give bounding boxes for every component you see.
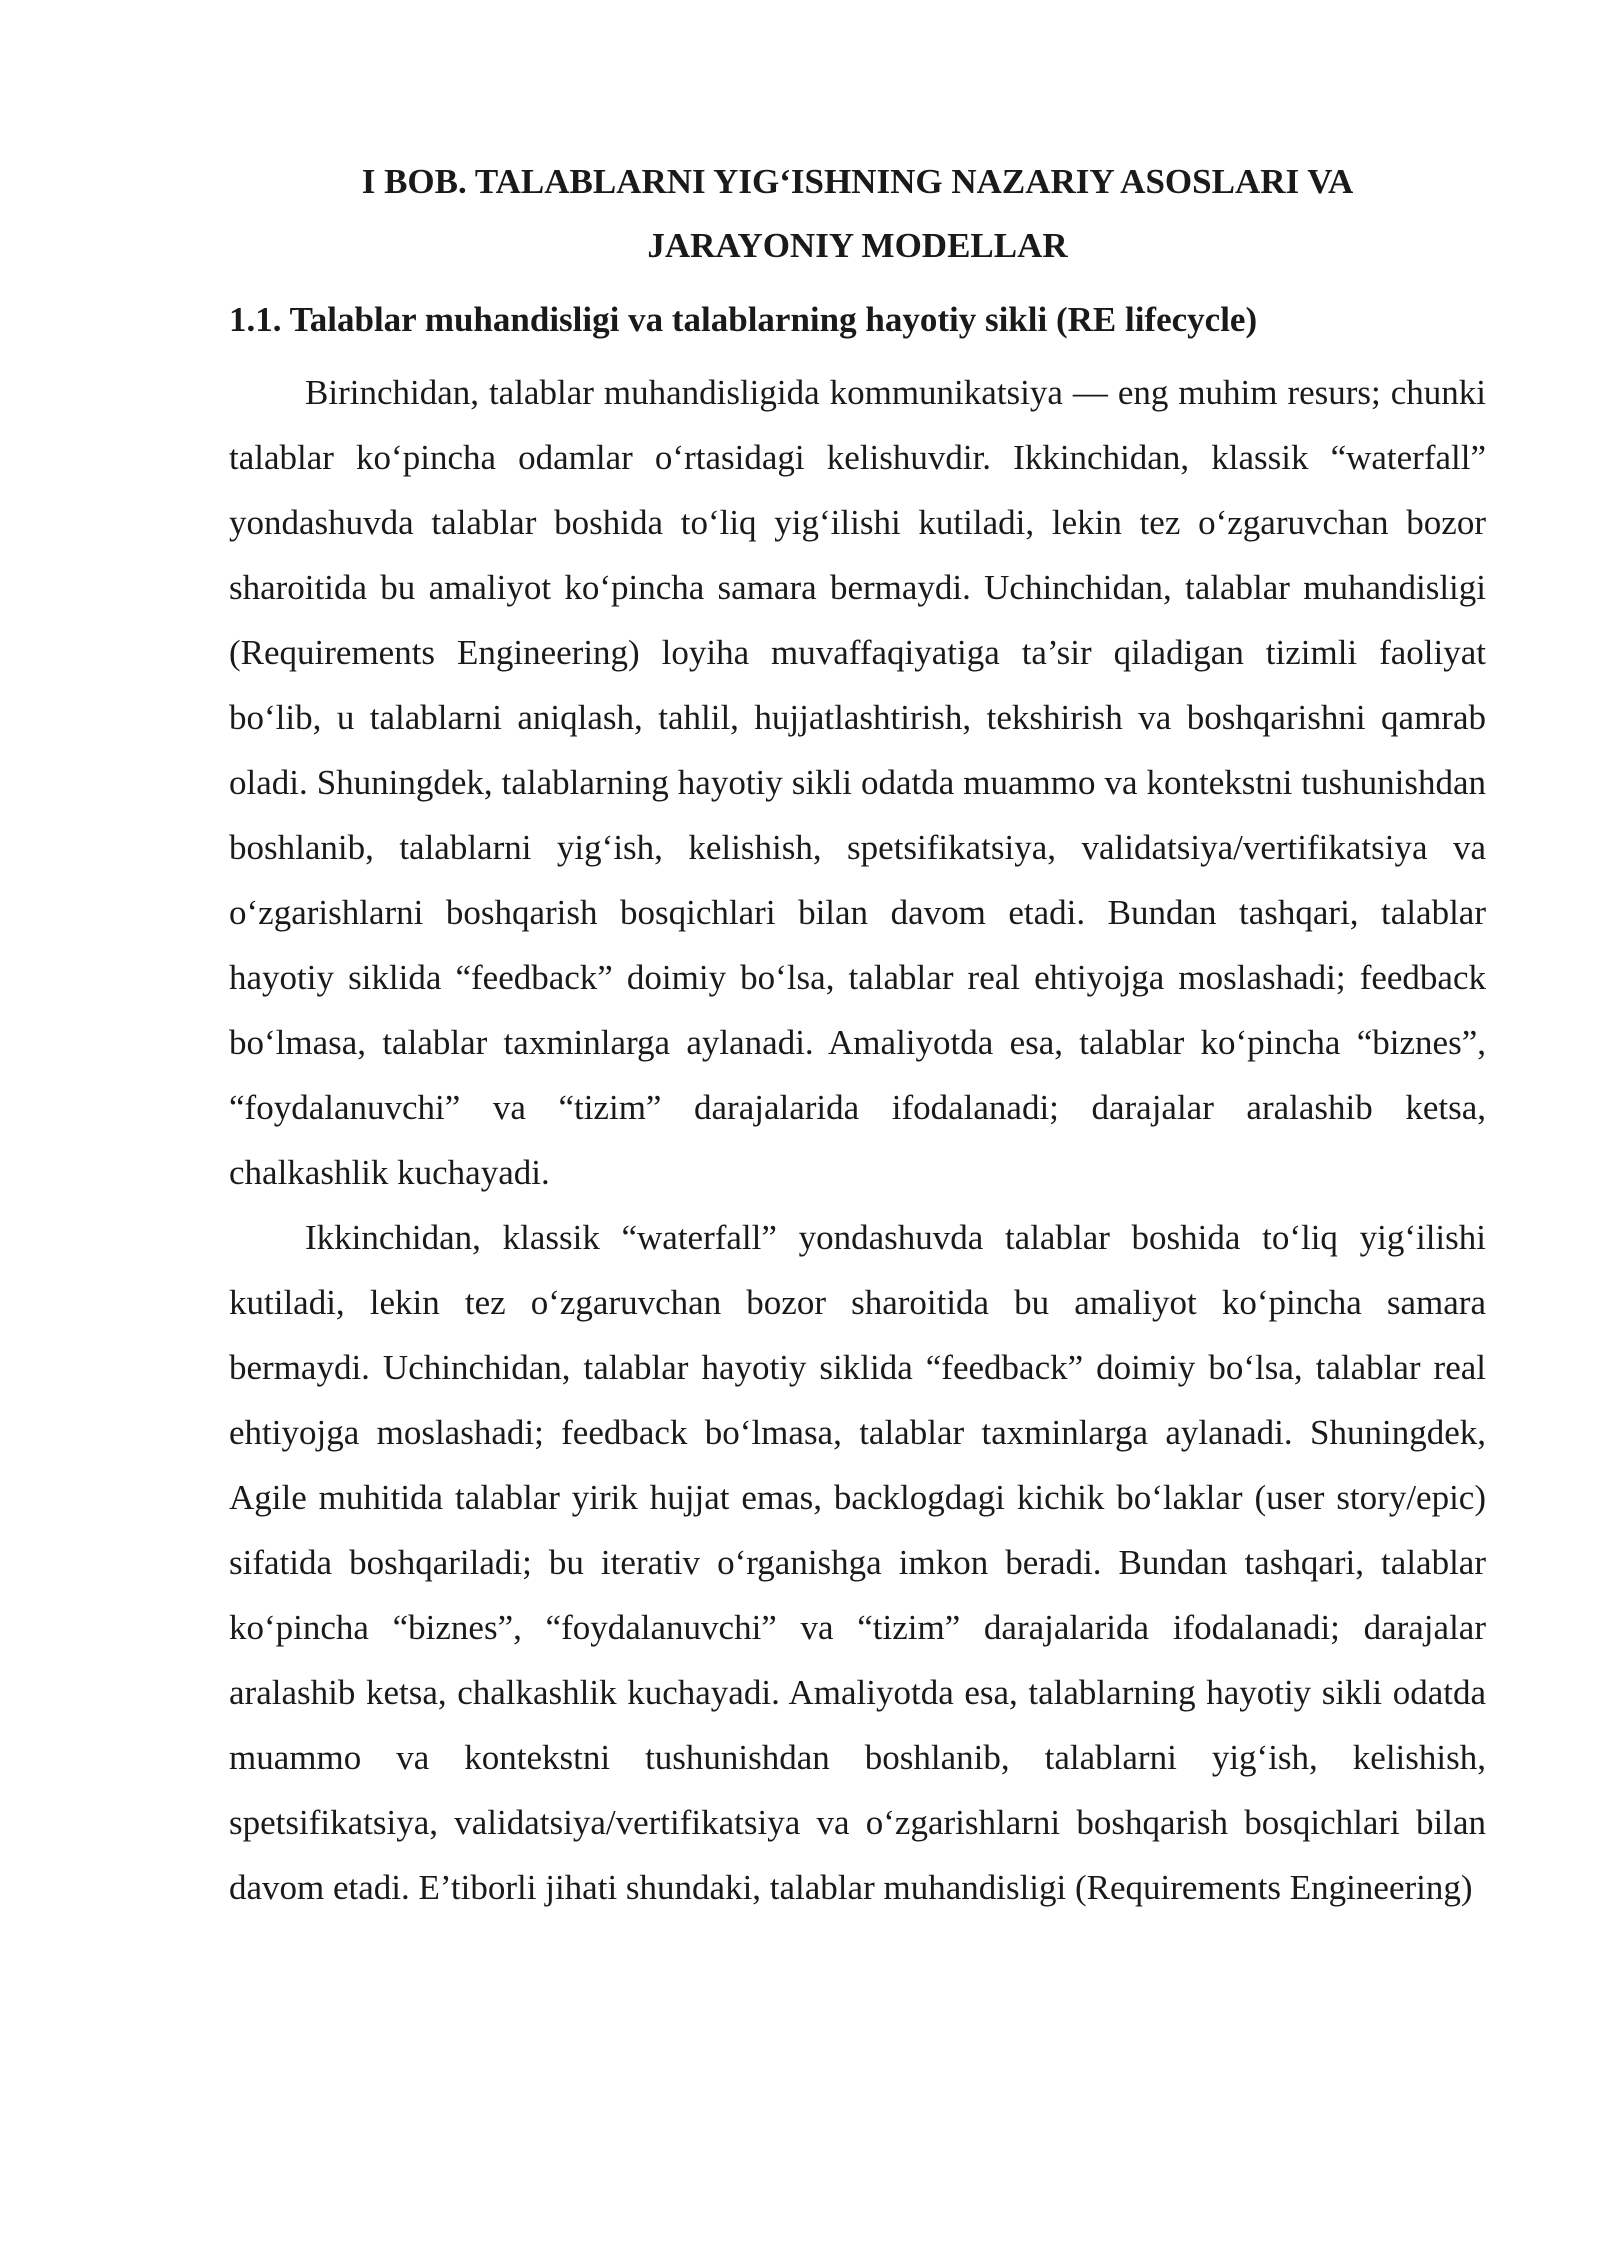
document-page xyxy=(229,150,1486,1920)
chapter-title-line-2: JARAYONIY MODELLAR xyxy=(647,226,1068,265)
chapter-title-line-1: I BOB. TALABLARNI YIG‘ISHNING NAZARIY ASOSLARI VA xyxy=(361,162,1354,201)
chapter-title xyxy=(229,150,1486,278)
body-paragraph-2: Ikkinchidan, klassik “waterfall” yondashuvda talablar boshida to‘liq yig‘ilishi kutiladi, lekin tez o‘zgaruvchan bozor sharoitida bu amaliyot ko‘pincha samara bermaydi. Uchinchidan, talablar hayotiy siklida “feedback” doimiy bo‘lsa, talablar real ehtiyojga moslashadi; feedback bo‘lmasa, talablar taxminlarga aylanadi. Shuningdek, Agile muhitida talablar yirik hujjat emas, backlogdagi kichik bo‘laklar (user story/epic) sifatida boshqariladi; bu iterativ o‘rganishga imkon beradi. Bundan tashqari, talablar ko‘pincha “biznes”, “foydalanuvchi” va “tizim” darajalarida ifodalanadi; darajalar aralashib ketsa, chalkashlik kuchayadi. Amaliyotda esa, talablarning hayotiy sikli odatda muammo va kontekstni tushunishdan boshlanib, talablarni yig‘ish, kelishish, spetsifikatsiya, validatsiya/vertifikatsiya va o‘zgarishlarni boshqarish bosqichlari bilan davom etadi. E’tiborli jihati shundaki, talablar muhandisligi (Requirements Engineering) xyxy=(229,1218,1486,1907)
section-title: 1.1. Talablar muhandisligi va talablarning hayotiy sikli (RE lifecycle) xyxy=(229,300,1258,339)
body-paragraph-1: Birinchidan, talablar muhandisligida kommunikatsiya — eng muhim resurs; chunki talablar ko‘pincha odamlar o‘rtasidagi kelishuvdir. Ikkinchidan, klassik “waterfall” yondashuvda talablar boshida to‘liq yig‘ilishi kutiladi, lekin tez o‘zgaruvchan bozor sharoitida bu amaliyot ko‘pincha samara bermaydi. Uchinchidan, talablar muhandisligi (Requirements Engineering) loyiha muvaffaqiyatiga ta’sir qiladigan tizimli faoliyat bo‘lib, u talablarni aniqlash, tahlil, hujjatlashtirish, tekshirish va boshqarishni qamrab oladi. Shuningdek, talablarning hayotiy sikli odatda muammo va kontekstni tushunishdan boshlanib, talablarni yig‘ish, kelishish, spetsifikatsiya, validatsiya/vertifikatsiya va o‘zgarishlarni boshqarish bosqichlari bilan davom etadi. Bundan tashqari, talablar hayotiy siklida “feedback” doimiy bo‘lsa, talablar real ehtiyojga moslashadi; feedback bo‘lmasa, talablar taxminlarga aylanadi. Amaliyotda esa, talablar ko‘pincha “biznes”, “foydalanuvchi” va “tizim” darajalarida ifodalanadi; darajalar aralashib ketsa, chalkashlik kuchayadi. xyxy=(229,373,1486,1192)
